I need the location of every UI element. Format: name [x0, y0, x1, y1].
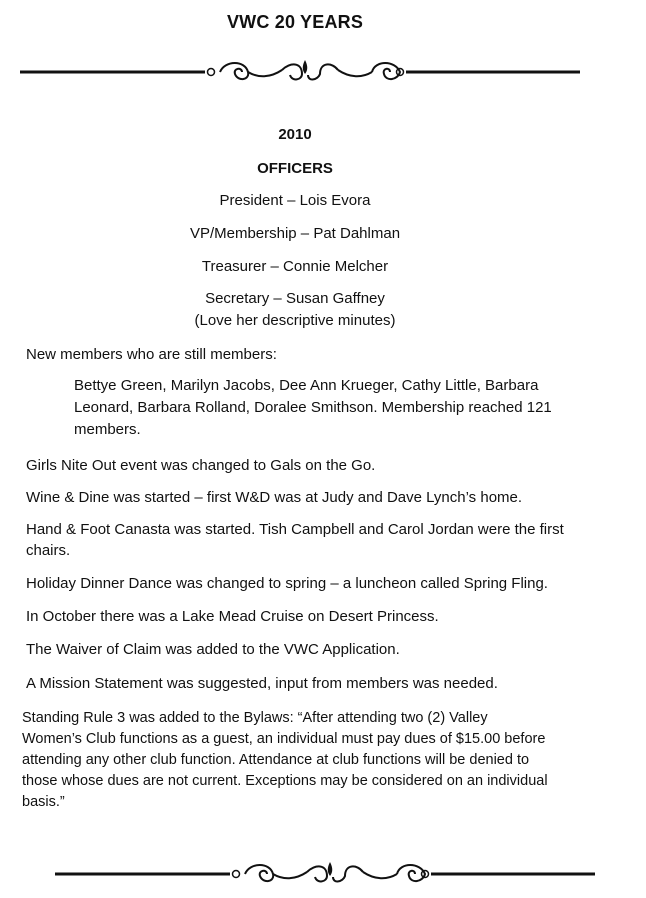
standing-rule-line: Women’s Club functions as a guest, an individual must pay dues of $15.00 before [22, 731, 546, 747]
officer-secretary: Secretary – Susan Gaffney [205, 290, 385, 307]
event-item: Wine & Dine was started – first W&D was at Judy and Dave Lynch’s home. [26, 489, 523, 506]
event-item: Holiday Dinner Dance was changed to spring – a luncheon called Spring Fling. [26, 575, 548, 592]
event-item: In October there was a Lake Mead Cruise on Desert Princess. [26, 608, 439, 625]
standing-rule-line: Standing Rule 3 was added to the Bylaws: “After attending two (2) Valley [22, 710, 488, 726]
new-members-line: members. [74, 421, 141, 438]
event-item: Hand & Foot Canasta was started. Tish Campbell and Carol Jordan were the first [26, 521, 564, 538]
page-title: VWC 20 YEARS [226, 12, 364, 32]
officer-treasurer: Treasurer – Connie Melcher [201, 258, 389, 275]
event-item: Girls Nite Out event was changed to Gals on the Go. [26, 457, 376, 474]
flourish-divider-icon [20, 58, 580, 86]
event-item: The Waiver of Claim was added to the VWC Application. [26, 641, 400, 658]
officer-vp-membership: VP/Membership – Pat Dahlman [189, 225, 401, 242]
standing-rule-line: attending any other club function. Attendance at club functions will be denied to [22, 752, 530, 768]
standing-rule-line: those whose dues are not current. Exceptions may be considered on an individual [22, 773, 548, 789]
event-item: A Mission Statement was suggested, input from members was needed. [26, 675, 498, 692]
flourish-divider-icon [55, 860, 595, 888]
event-item: chairs. [26, 542, 71, 559]
secretary-note: (Love her descriptive minutes) [194, 312, 396, 329]
new-members-line: Bettye Green, Marilyn Jacobs, Dee Ann Krueger, Cathy Little, Barbara [74, 377, 539, 394]
standing-rule-line: basis.” [22, 794, 65, 810]
year-heading: 2010 [278, 126, 312, 143]
new-members-intro: New members who are still members: [26, 346, 277, 363]
officers-heading: OFFICERS [257, 160, 333, 177]
new-members-line: Leonard, Barbara Rolland, Doralee Smithson. Membership reached 121 [74, 399, 552, 416]
officer-president: President – Lois Evora [219, 192, 371, 209]
